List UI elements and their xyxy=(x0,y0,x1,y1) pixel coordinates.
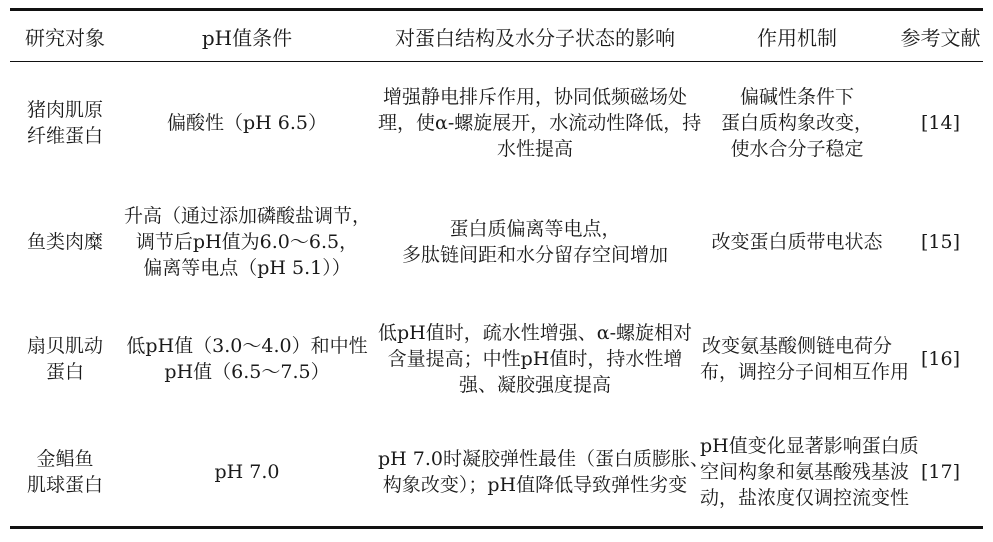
cell-line: 使水合分子稳定 xyxy=(730,137,864,160)
cell-line: 扇贝肌动 xyxy=(26,334,103,357)
cell-effect xyxy=(374,300,696,418)
cell-line: 升高（通过添加磷酸盐调节， xyxy=(124,204,372,227)
cell-subject xyxy=(10,300,120,418)
table-row xyxy=(10,418,983,528)
cell-line: 偏酸性（pH 6.5） xyxy=(167,111,327,134)
cell-ph xyxy=(120,418,374,528)
cell-line: 纤维蛋白 xyxy=(26,124,103,147)
cell-line: 低pH值时，疏水性增强、α-螺旋相对 xyxy=(378,321,692,344)
cell-line: 改变蛋白质带电状态 xyxy=(711,230,883,253)
cell-line: pH 7.0时凝胶弹性最佳（蛋白质膨胀、 xyxy=(378,447,709,470)
header-subject: 研究对象 xyxy=(25,25,105,50)
cell-line: 水性提高 xyxy=(496,137,573,160)
cell-line: 改变氨基酸侧链电荷分 xyxy=(701,334,892,357)
header-mechanism: 作用机制 xyxy=(757,25,837,50)
cell-line: 低pH值（3.0～4.0）和中性 xyxy=(126,334,368,357)
cell-line: 偏碱性条件下 xyxy=(739,85,854,108)
cell-line: 调节后pH值为6.0～6.5， xyxy=(135,230,359,253)
cell-reference: [17] xyxy=(920,460,960,483)
cell-line: 多肽链间距和水分留存空间增加 xyxy=(401,243,668,266)
cell-subject xyxy=(10,62,120,184)
ph-effect-table xyxy=(10,8,983,529)
cell-ph xyxy=(120,300,374,418)
cell-line: 布，调控分子间相互作用 xyxy=(700,360,910,383)
cell-line: 肌球蛋白 xyxy=(26,473,103,496)
table-row xyxy=(10,300,983,418)
cell-line: 含量提高；中性pH值时，持水性增 xyxy=(387,347,683,370)
cell-line: 蛋白质构象改变， xyxy=(720,111,873,134)
cell-mechanism xyxy=(696,418,919,528)
cell-line: 蛋白 xyxy=(45,360,84,383)
cell-line: pH值（6.5～7.5） xyxy=(164,360,330,383)
cell-line: 构象改变）；pH值降低导致弹性劣变 xyxy=(382,473,688,496)
cell-effect xyxy=(374,184,696,300)
cell-reference: [15] xyxy=(920,230,960,253)
cell-ph xyxy=(120,62,374,184)
cell-effect xyxy=(374,418,709,528)
cell-line: 理，使α-螺旋展开，水流动性降低，持 xyxy=(378,111,702,134)
cell-mechanism xyxy=(696,300,910,418)
cell-mechanism xyxy=(696,62,898,184)
cell-reference: [14] xyxy=(920,111,960,134)
cell-line: 动，盐浓度仅调控流变性 xyxy=(700,486,910,509)
header-ph-condition: pH值条件 xyxy=(201,25,293,50)
cell-line: 空间构象和氨基酸残基波 xyxy=(700,460,910,483)
cell-line: 蛋白质偏离等电点， xyxy=(449,217,621,240)
header-reference: 参考文献 xyxy=(900,25,981,50)
cell-line: 强、凝胶强度提高 xyxy=(458,373,611,396)
cell-mechanism xyxy=(696,184,898,300)
cell-subject xyxy=(10,418,120,528)
header-effect: 对蛋白结构及水分子状态的影响 xyxy=(395,25,675,50)
cell-effect xyxy=(374,62,702,184)
cell-line: 猪肉肌原 xyxy=(26,98,103,121)
table-row xyxy=(10,184,983,300)
cell-reference: [16] xyxy=(920,347,960,370)
table-row xyxy=(10,62,983,184)
cell-line: pH值变化显著影响蛋白质 xyxy=(700,434,919,457)
literature-table-container xyxy=(10,8,983,529)
cell-line: 金鲳鱼 xyxy=(36,447,94,470)
cell-line: 偏离等电点（pH 5.1）） xyxy=(143,256,351,279)
cell-line: pH 7.0 xyxy=(214,460,280,483)
cell-ph xyxy=(120,184,374,300)
table-header-row xyxy=(10,10,983,62)
cell-line: 鱼类肉糜 xyxy=(26,230,103,253)
cell-line: 增强静电排斥作用，协同低频磁场处 xyxy=(382,85,687,108)
cell-subject xyxy=(10,184,120,300)
